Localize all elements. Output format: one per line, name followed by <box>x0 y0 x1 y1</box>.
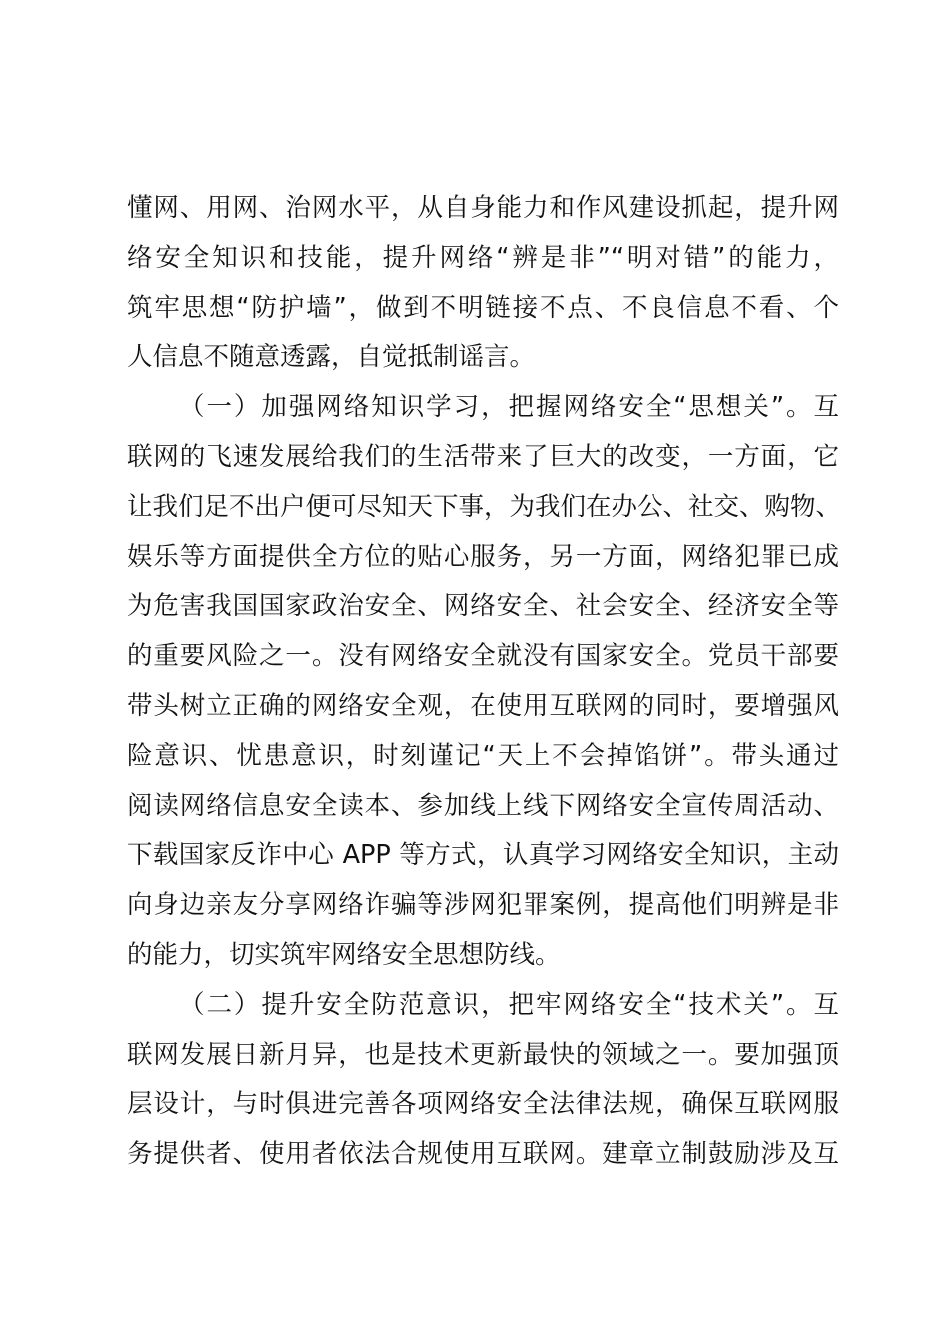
text-line: 联网发展日新月异，也是技术更新最快的领域之一。要加强顶 <box>127 1039 839 1070</box>
text-line: 的重要风险之一。没有网络安全就没有国家安全。党员干部要 <box>127 641 839 672</box>
text-line: 向身边亲友分享网络诈骗等涉网犯罪案例，提高他们明辨是非 <box>127 890 839 921</box>
text-line: 娱乐等方面提供全方位的贴心服务，另一方面，网络犯罪已成 <box>127 541 839 572</box>
text-line: 联网的飞速发展给我们的生活带来了巨大的改变，一方面，它 <box>127 441 839 472</box>
text-line: 险意识、忧患意识，时刻谨记“天上不会掉馅饼”。带头通过 <box>127 740 839 771</box>
text-line: 务提供者、使用者依法合规使用互联网。建章立制鼓励涉及互 <box>127 1139 839 1170</box>
text-line: 带头树立正确的网络安全观，在使用互联网的同时，要增强风 <box>127 690 839 721</box>
body-text <box>127 184 842 1180</box>
text-line: 阅读网络信息安全读本、参加线上线下网络安全宣传周活动、 <box>127 790 839 821</box>
text-line: 让我们足不出户便可尽知天下事，为我们在办公、社交、购物、 <box>127 491 842 522</box>
text-line: 的能力，切实筑牢网络安全思想防线。 <box>127 939 561 970</box>
text-line: 为危害我国国家政治安全、网络安全、社会安全、经济安全等 <box>127 591 839 622</box>
text-line: 层设计，与时俱进完善各项网络安全法律法规，确保互联网服 <box>127 1089 839 1120</box>
text-line: 下载国家反诈中心 APP 等方式，认真学习网络安全知识，主动 <box>127 840 839 871</box>
text-line: 络安全知识和技能，提升网络“辨是非”“明对错”的能力， <box>127 242 839 273</box>
section-heading-line: （一）加强网络知识学习，把握网络安全“思想关”。互 <box>179 392 839 423</box>
text-line: 筑牢思想“防护墙”，做到不明链接不点、不良信息不看、个 <box>127 292 839 323</box>
text-line: 懂网、用网、治网水平，从自身能力和作风建设抓起，提升网 <box>127 193 839 223</box>
text-line: 人信息不随意透露，自觉抵制谣言。 <box>127 342 536 373</box>
section-heading-line: （二）提升安全防范意识，把牢网络安全“技术关”。互 <box>179 989 839 1020</box>
